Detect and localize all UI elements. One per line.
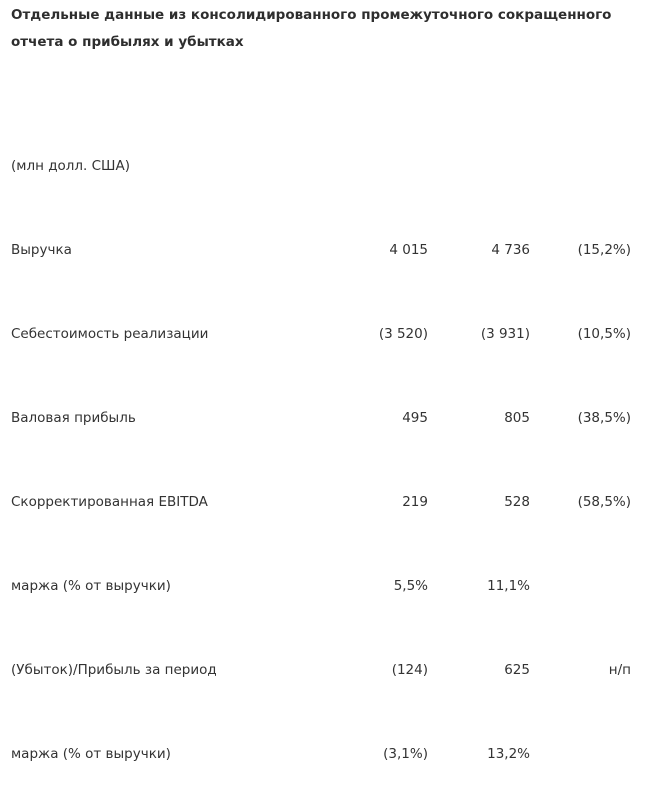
document-title: Отдельные данные из консолидированного промежуточного сокращенного отчета о прибылях и убытках (11, 7, 612, 50)
row-label: Выручка (11, 242, 72, 258)
table-row-net-result (0, 661, 667, 679)
row-value-change: н/п (608, 662, 631, 678)
row-value-period-2: 528 (504, 494, 530, 510)
row-label: Себестоимость реализации (11, 326, 209, 342)
table-row-adjusted-ebitda (0, 493, 667, 511)
row-value-period-2: 4 736 (491, 242, 530, 258)
row-label: (Убыток)/Прибыль за период (11, 662, 217, 678)
row-value-period-1: 495 (402, 410, 428, 426)
row-label: Валовая прибыль (11, 410, 136, 426)
row-label: маржа (% от выручки) (11, 746, 171, 762)
row-value-period-1: (3,1%) (383, 746, 428, 762)
row-value-change: (38,5%) (577, 410, 631, 426)
row-value-change: (10,5%) (577, 326, 631, 342)
row-value-period-1: (124) (391, 662, 428, 678)
row-label: маржа (% от выручки) (11, 578, 171, 594)
row-value-period-2: (3 931) (480, 326, 530, 342)
row-value-period-2: 625 (504, 662, 530, 678)
row-value-change: (15,2%) (577, 242, 631, 258)
row-value-period-1: 5,5% (393, 578, 428, 594)
row-value-period-1: 4 015 (389, 242, 428, 258)
row-value-period-1: 219 (402, 494, 428, 510)
table-row-revenue (0, 241, 667, 259)
table-row-cost-of-sales (0, 325, 667, 343)
unit-label: (млн долл. США) (11, 158, 130, 174)
table-row-ebitda-margin (0, 577, 667, 595)
row-value-period-2: 11,1% (487, 578, 530, 594)
row-value-period-2: 13,2% (487, 746, 530, 762)
row-value-period-1: (3 520) (378, 326, 428, 342)
table-row-gross-profit (0, 409, 667, 427)
table-row-net-margin (0, 745, 667, 763)
row-value-period-2: 805 (504, 410, 530, 426)
row-value-change: (58,5%) (577, 494, 631, 510)
row-label: Скорректированная EBITDA (11, 494, 208, 510)
